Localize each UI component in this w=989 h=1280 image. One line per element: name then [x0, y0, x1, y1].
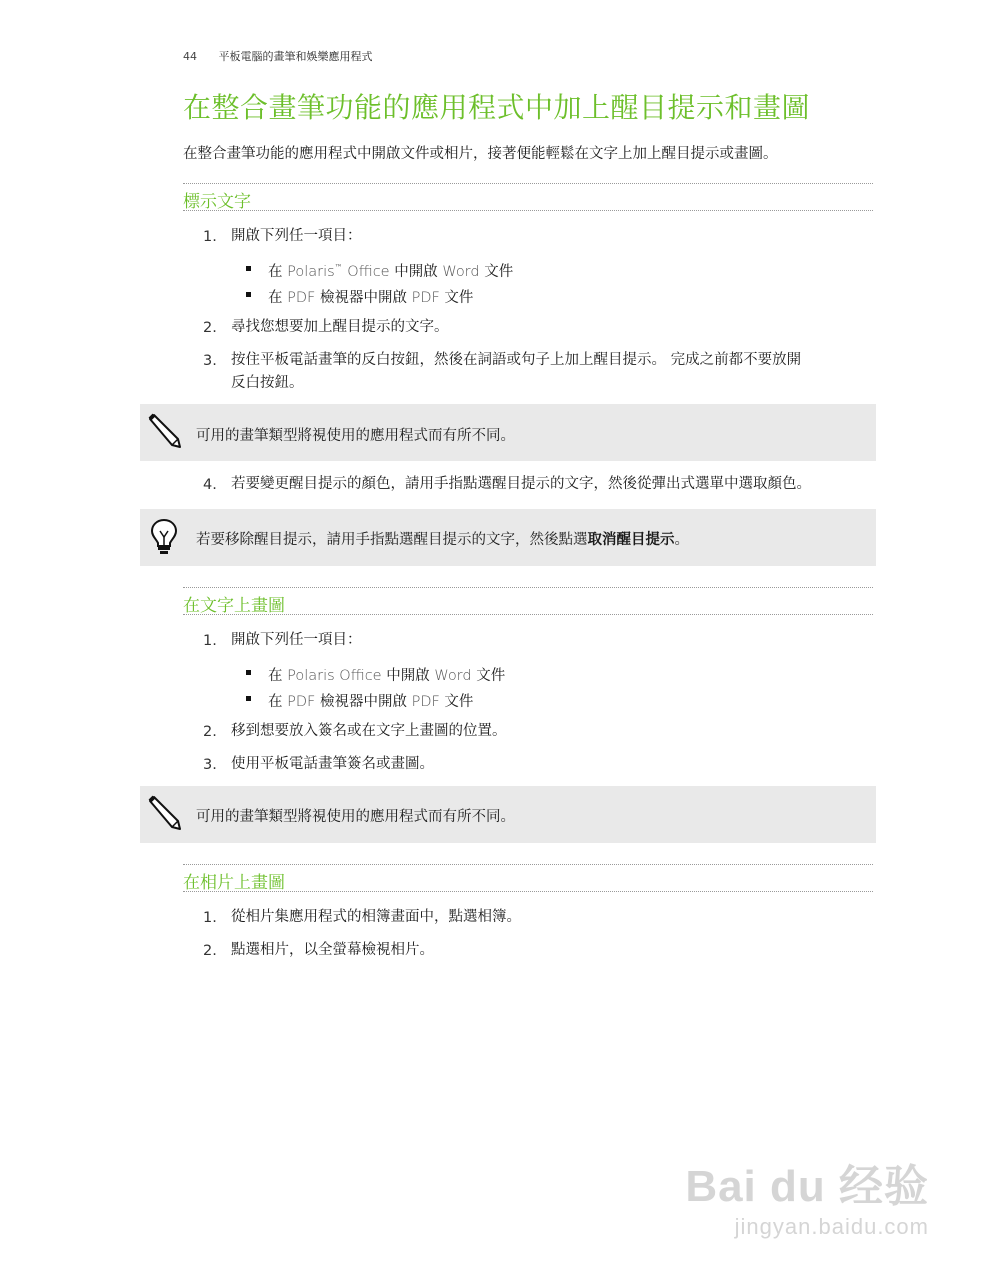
step-number: 2.: [203, 724, 217, 740]
section-title-highlight-text: 標示文字: [183, 192, 251, 212]
section-divider: [183, 587, 873, 588]
step-number: 3.: [203, 353, 217, 369]
step-number: 1.: [203, 633, 217, 649]
section-divider: [183, 864, 873, 865]
page-number: 44: [183, 50, 197, 63]
bullet-item: 在 Polaris Office 中開啟 Word 文件: [268, 668, 506, 684]
section-divider: [183, 183, 873, 184]
pencil-icon: [146, 413, 182, 449]
watermark-url: jingyan.baidu.com: [734, 1214, 929, 1239]
bullet-marker: [246, 670, 251, 675]
step-text: 使用平板電話畫筆簽名或畫圖。: [231, 756, 434, 772]
pencil-icon: [146, 795, 182, 831]
step-text: 點選相片，以全螢幕檢視相片。: [231, 942, 434, 958]
section-title-draw-on-photo: 在相片上畫圖: [183, 873, 285, 893]
bullet-item: 在 Polaris™ Office 中開啟 Word 文件: [268, 263, 514, 280]
step-text: 按住平板電話畫筆的反白按鈕，然後在詞語或句子上加上醒目提示。 完成之前都不要放開 反白按鈕。: [231, 352, 802, 391]
step-number: 1.: [203, 910, 217, 926]
bullet-item: 在 PDF 檢視器中開啟 PDF 文件: [268, 694, 474, 710]
step-text: 從相片集應用程式的相簿畫面中，點選相簿。: [231, 909, 521, 925]
lightbulb-icon: [150, 518, 178, 556]
step-text: 開啟下列任一項目：: [231, 228, 362, 244]
note-text: 可用的畫筆類型將視使用的應用程式而有所不同。: [196, 809, 515, 825]
step-text: 開啟下列任一項目：: [231, 632, 362, 648]
step-text: 若要變更醒目提示的顏色，請用手指點選醒目提示的文字，然後從彈出式選單中選取顏色。: [231, 476, 811, 492]
watermark-logo: Bai du 经验: [685, 1162, 929, 1211]
step-text: 尋找您想要加上醒目提示的文字。: [231, 319, 449, 335]
step-number: 3.: [203, 757, 217, 773]
running-header: [183, 48, 373, 64]
section-divider: [183, 891, 873, 892]
running-title: 平板電腦的畫筆和娛樂應用程式: [218, 50, 373, 63]
note-text: 可用的畫筆類型將視使用的應用程式而有所不同。: [196, 428, 515, 444]
step-number: 1.: [203, 229, 217, 245]
intro-paragraph: 在整合畫筆功能的應用程式中開啟文件或相片，接著便能輕鬆在文字上加上醒目提示或畫圖。: [183, 146, 778, 162]
step-text: 移到想要放入簽名或在文字上畫圖的位置。: [231, 723, 507, 739]
step-number: 4.: [203, 477, 217, 493]
step-number: 2.: [203, 943, 217, 959]
bullet-item: 在 PDF 檢視器中開啟 PDF 文件: [268, 290, 474, 306]
section-divider: [183, 614, 873, 615]
section-divider: [183, 210, 873, 211]
watermark: [685, 1150, 929, 1240]
bullet-marker: [246, 266, 251, 271]
page-title: 在整合畫筆功能的應用程式中加上醒目提示和畫圖: [183, 91, 811, 124]
bullet-marker: [246, 696, 251, 701]
step-number: 2.: [203, 320, 217, 336]
bullet-marker: [246, 292, 251, 297]
section-title-draw-on-text: 在文字上畫圖: [183, 596, 285, 616]
tip-text: 若要移除醒目提示，請用手指點選醒目提示的文字，然後點選取消醒目提示。: [196, 532, 689, 548]
